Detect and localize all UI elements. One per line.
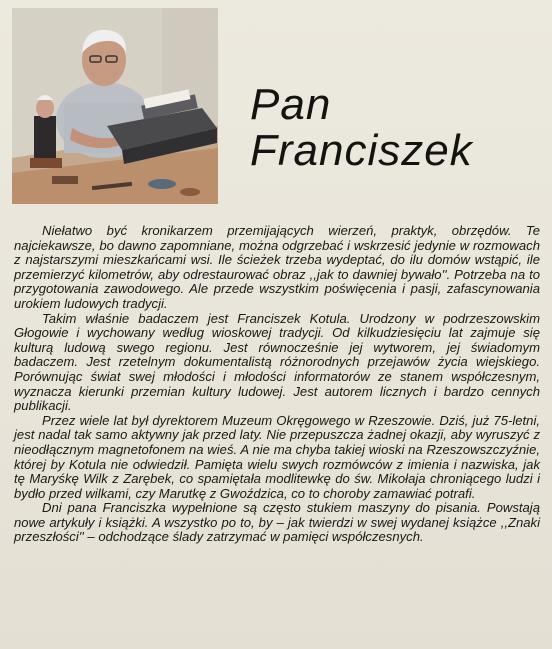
article-body (14, 224, 540, 545)
paragraph: Dni pana Franciszka wypełnione są często stukiem maszyny do pisania. Powstają nowe artykuły i książki. A wszystko po to, by – jak twierdzi w swej wydanej książce ,,Znaki przeszłości'' – odchodzące ślady zatrzymać w pamięci współczesnych. (14, 500, 540, 545)
paragraph: Takim właśnie badaczem jest Franciszek Kotula. Urodzony w podrzeszowskim Głogowie i wychowany według wioskowej tradycji. Od kilkudziesięciu lat zajmuje się kulturą ludową swego regionu. Jest równocześnie jej wytworem, jej świadomym badaczem. Jest rzetelnym dokumentalistą różnorodnych przejawów życia wiejskiego. Porównując świat swej młodości i młodości informatorów ze stanem współczesnym, wyznacza kierunki przemian kultury ludowej. Jest autorem licznych i bardzo cennych publikacji. (14, 310, 540, 414)
photo-man-at-typewriter (12, 8, 218, 204)
title-line-1: Pan (250, 80, 332, 129)
paragraph: Niełatwo być kronikarzem przemijających wierzeń, praktyk, obrzędów. Te najciekawsze, bo dawno zapomniane, można odgrzebać i wskrzesić jedynie w rozmowach z najstarszymi mieszkańcami wsi. Ile ścieżek trzeba wydeptać, do ilu domów wstąpić, ile przemierzyć kilometrów, aby odrestaurować obraz ,,jak to dawniej bywało''. Potrzeba na to przygotowania zawodowego. Ale przede wszystkim poświęcenia i pasji, zafascynowania urokiem ludowych tradycji. (14, 223, 540, 311)
title-line-2: Franciszek (250, 126, 473, 175)
paragraph: Przez wiele lat był dyrektorem Muzeum Okręgowego w Rzeszowie. Dziś, już 75-letni, jest nadal tak samo aktywny jak przed laty. Nie przepuszcza żadnej okazji, aby wyruszyć z nieodłącznym magnetofonem na wieś. A nie ma chyba takiej wioski na Rzeszowszczyźnie, której by Kotula nie odwiedził. Pamięta wielu swych rozmówców z imienia i nazwiska, jak tę Maryśkę Wilk z Zarębek, co spamiętała modlitewkę do św. Mikołaja chroniącego ludzi i bydło przed wilkami, czy Marutkę z Gwoździca, co to choroby zamawiać potrafi. (14, 412, 540, 501)
article-title (250, 82, 473, 174)
photo-illustration (12, 8, 218, 204)
